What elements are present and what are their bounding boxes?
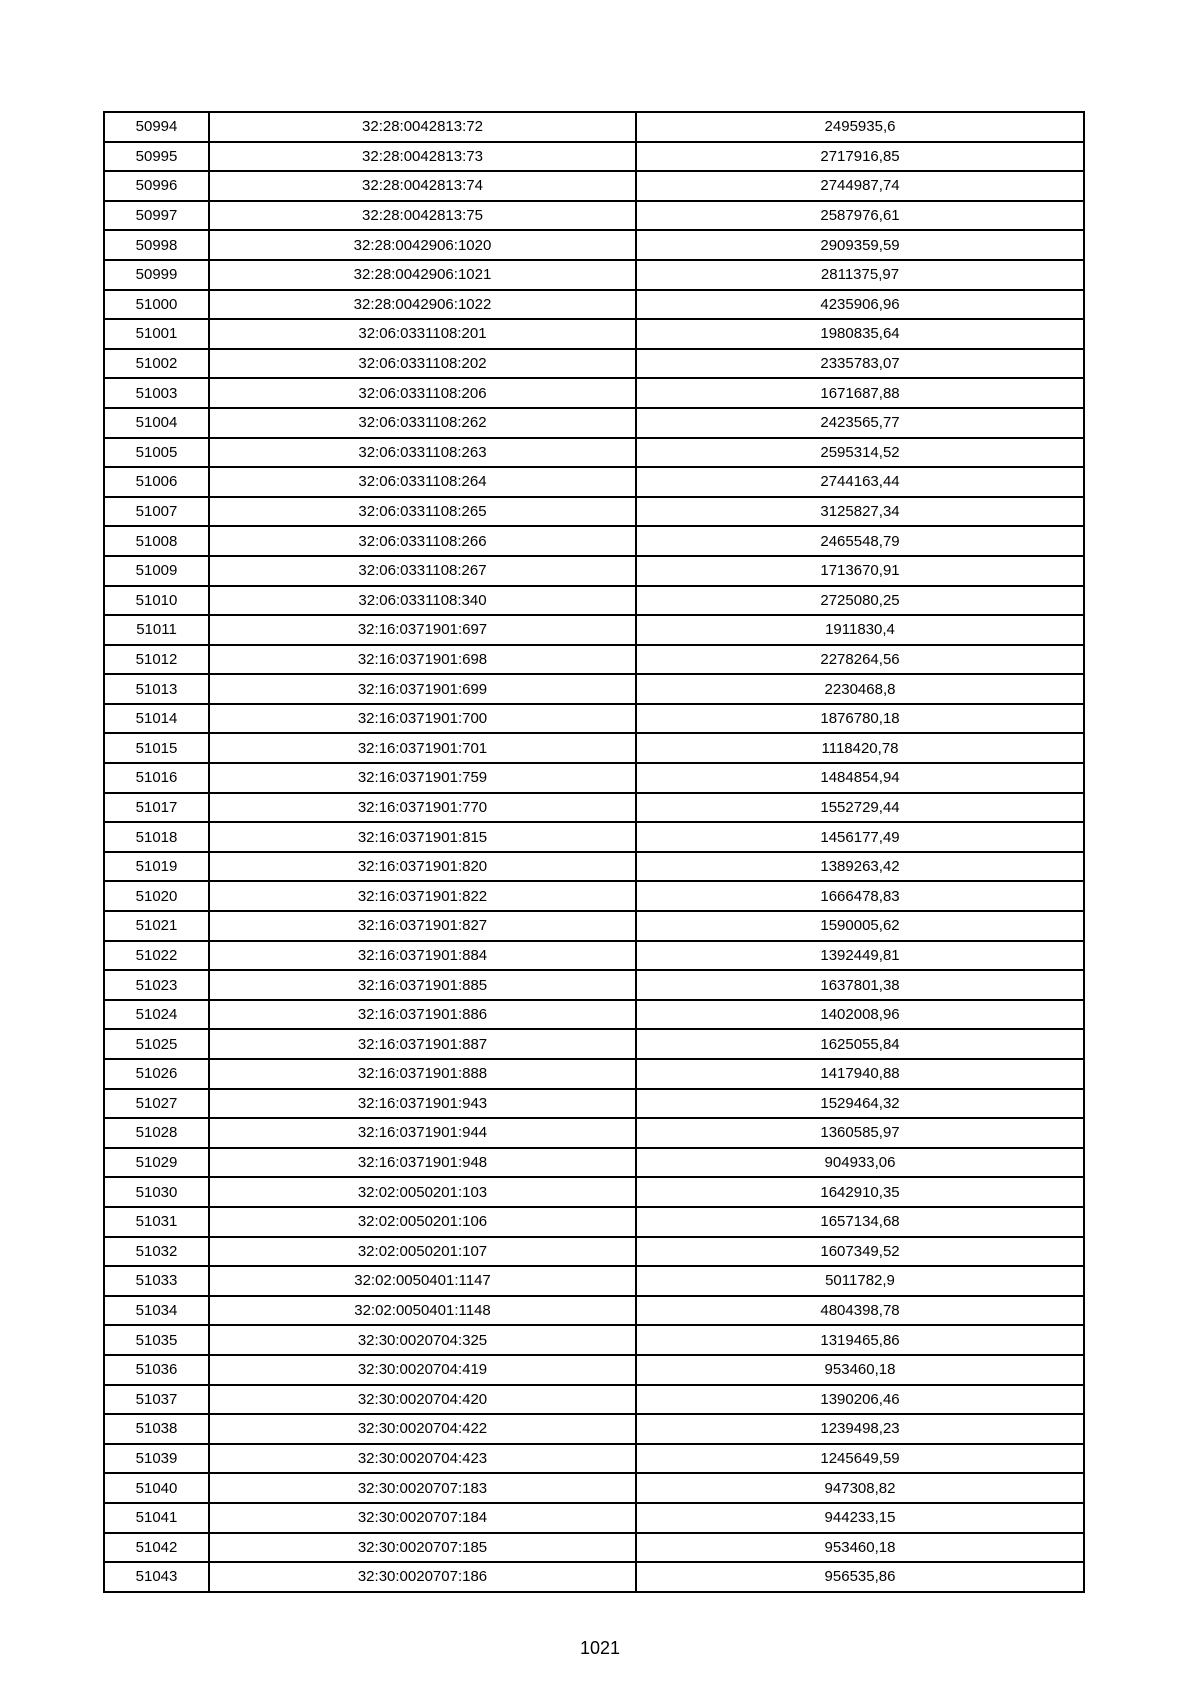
table-row	[104, 1118, 1084, 1148]
value-cell: 953460,18	[636, 1355, 1084, 1385]
cadastral-number-cell: 32:06:0331108:264	[209, 467, 636, 497]
cadastral-number-cell: 32:16:0371901:943	[209, 1089, 636, 1119]
cadastral-number-cell: 32:06:0331108:267	[209, 556, 636, 586]
value-cell: 3125827,34	[636, 497, 1084, 527]
cadastral-number-cell: 32:30:0020704:422	[209, 1414, 636, 1444]
row-number-cell: 51016	[104, 763, 209, 793]
value-cell: 2587976,61	[636, 201, 1084, 231]
value-cell: 1390206,46	[636, 1385, 1084, 1415]
row-number-cell: 51020	[104, 881, 209, 911]
table-row	[104, 1355, 1084, 1385]
row-number-cell: 50997	[104, 201, 209, 231]
value-cell: 4235906,96	[636, 290, 1084, 320]
cadastral-number-cell: 32:16:0371901:697	[209, 615, 636, 645]
value-cell: 2725080,25	[636, 586, 1084, 616]
cadastral-number-cell: 32:06:0331108:262	[209, 408, 636, 438]
value-cell: 2717916,85	[636, 142, 1084, 172]
value-cell: 2744163,44	[636, 467, 1084, 497]
value-cell: 1389263,42	[636, 852, 1084, 882]
row-number-cell: 51041	[104, 1503, 209, 1533]
value-cell: 2335783,07	[636, 349, 1084, 379]
value-cell: 1625055,84	[636, 1029, 1084, 1059]
row-number-cell: 51025	[104, 1029, 209, 1059]
value-cell: 1360585,97	[636, 1118, 1084, 1148]
value-cell: 2230468,8	[636, 674, 1084, 704]
value-cell: 1402008,96	[636, 1000, 1084, 1030]
value-cell: 1239498,23	[636, 1414, 1084, 1444]
row-number-cell: 51002	[104, 349, 209, 379]
value-cell: 2278264,56	[636, 645, 1084, 675]
value-cell: 1876780,18	[636, 704, 1084, 734]
table-row	[104, 1089, 1084, 1119]
value-cell: 1552729,44	[636, 793, 1084, 823]
table-row	[104, 793, 1084, 823]
value-cell: 953460,18	[636, 1533, 1084, 1563]
table-body	[104, 112, 1084, 1592]
cadastral-number-cell: 32:30:0020707:183	[209, 1473, 636, 1503]
cadastral-number-cell: 32:16:0371901:888	[209, 1059, 636, 1089]
table-row	[104, 852, 1084, 882]
cadastral-number-cell: 32:02:0050401:1148	[209, 1296, 636, 1326]
value-cell: 1392449,81	[636, 941, 1084, 971]
cadastral-number-cell: 32:16:0371901:701	[209, 733, 636, 763]
cadastral-number-cell: 32:02:0050401:1147	[209, 1266, 636, 1296]
row-number-cell: 51027	[104, 1089, 209, 1119]
cadastral-number-cell: 32:28:0042813:74	[209, 171, 636, 201]
value-cell: 947308,82	[636, 1473, 1084, 1503]
table-row	[104, 1444, 1084, 1474]
cadastral-number-cell: 32:16:0371901:820	[209, 852, 636, 882]
table-row	[104, 733, 1084, 763]
cadastral-number-cell: 32:16:0371901:886	[209, 1000, 636, 1030]
table-row	[104, 881, 1084, 911]
value-cell: 1637801,38	[636, 970, 1084, 1000]
row-number-cell: 51013	[104, 674, 209, 704]
table-row	[104, 822, 1084, 852]
row-number-cell: 51022	[104, 941, 209, 971]
row-number-cell: 50996	[104, 171, 209, 201]
row-number-cell: 50994	[104, 112, 209, 142]
value-cell: 2909359,59	[636, 230, 1084, 260]
value-cell: 1417940,88	[636, 1059, 1084, 1089]
table-row	[104, 319, 1084, 349]
table-row	[104, 1237, 1084, 1267]
row-number-cell: 51014	[104, 704, 209, 734]
value-cell: 2595314,52	[636, 438, 1084, 468]
value-cell: 1118420,78	[636, 733, 1084, 763]
table-row	[104, 704, 1084, 734]
row-number-cell: 51043	[104, 1562, 209, 1592]
table-row	[104, 497, 1084, 527]
row-number-cell: 51021	[104, 911, 209, 941]
row-number-cell: 51042	[104, 1533, 209, 1563]
cadastral-number-cell: 32:28:0042906:1022	[209, 290, 636, 320]
table-row	[104, 260, 1084, 290]
cadastral-number-cell: 32:28:0042813:73	[209, 142, 636, 172]
cadastral-number-cell: 32:30:0020704:420	[209, 1385, 636, 1415]
table-row	[104, 201, 1084, 231]
table-row	[104, 408, 1084, 438]
row-number-cell: 51037	[104, 1385, 209, 1415]
row-number-cell: 50998	[104, 230, 209, 260]
value-cell: 944233,15	[636, 1503, 1084, 1533]
row-number-cell: 51018	[104, 822, 209, 852]
table-row	[104, 970, 1084, 1000]
table-row	[104, 1296, 1084, 1326]
cadastral-number-cell: 32:06:0331108:206	[209, 378, 636, 408]
table-row	[104, 467, 1084, 497]
table-row	[104, 1325, 1084, 1355]
table-row	[104, 1207, 1084, 1237]
row-number-cell: 51036	[104, 1355, 209, 1385]
cadastral-number-cell: 32:16:0371901:815	[209, 822, 636, 852]
row-number-cell: 51008	[104, 526, 209, 556]
row-number-cell: 51009	[104, 556, 209, 586]
value-cell: 1590005,62	[636, 911, 1084, 941]
page-number: 1021	[579, 1638, 621, 1658]
table-row	[104, 1177, 1084, 1207]
table-row	[104, 615, 1084, 645]
value-cell: 1911830,4	[636, 615, 1084, 645]
cadastral-number-cell: 32:16:0371901:887	[209, 1029, 636, 1059]
cadastral-number-cell: 32:30:0020707:186	[209, 1562, 636, 1592]
value-cell: 5011782,9	[636, 1266, 1084, 1296]
table-row	[104, 763, 1084, 793]
value-cell: 1456177,49	[636, 822, 1084, 852]
value-cell: 1666478,83	[636, 881, 1084, 911]
table-row	[104, 586, 1084, 616]
row-number-cell: 51005	[104, 438, 209, 468]
row-number-cell: 51006	[104, 467, 209, 497]
table-row	[104, 674, 1084, 704]
cadastral-number-cell: 32:02:0050201:103	[209, 1177, 636, 1207]
row-number-cell: 51001	[104, 319, 209, 349]
cadastral-number-cell: 32:30:0020704:419	[209, 1355, 636, 1385]
row-number-cell: 51026	[104, 1059, 209, 1089]
row-number-cell: 51034	[104, 1296, 209, 1326]
table-row	[104, 230, 1084, 260]
value-cell: 1607349,52	[636, 1237, 1084, 1267]
table-row	[104, 1266, 1084, 1296]
value-cell: 2811375,97	[636, 260, 1084, 290]
table-row	[104, 438, 1084, 468]
table-row	[104, 1059, 1084, 1089]
value-cell: 1657134,68	[636, 1207, 1084, 1237]
row-number-cell: 50995	[104, 142, 209, 172]
cadastral-number-cell: 32:16:0371901:827	[209, 911, 636, 941]
row-number-cell: 51000	[104, 290, 209, 320]
value-cell: 4804398,78	[636, 1296, 1084, 1326]
table-row	[104, 911, 1084, 941]
row-number-cell: 51011	[104, 615, 209, 645]
value-cell: 1671687,88	[636, 378, 1084, 408]
row-number-cell: 51030	[104, 1177, 209, 1207]
table-row	[104, 349, 1084, 379]
value-cell: 2495935,6	[636, 112, 1084, 142]
table-row	[104, 1473, 1084, 1503]
row-number-cell: 51007	[104, 497, 209, 527]
row-number-cell: 51010	[104, 586, 209, 616]
value-cell: 1484854,94	[636, 763, 1084, 793]
value-cell: 2744987,74	[636, 171, 1084, 201]
table-row	[104, 142, 1084, 172]
cadastral-number-cell: 32:16:0371901:885	[209, 970, 636, 1000]
value-cell: 2465548,79	[636, 526, 1084, 556]
cadastral-number-cell: 32:30:0020704:325	[209, 1325, 636, 1355]
row-number-cell: 51023	[104, 970, 209, 1000]
row-number-cell: 51038	[104, 1414, 209, 1444]
data-table	[103, 111, 1085, 1593]
row-number-cell: 51024	[104, 1000, 209, 1030]
cadastral-number-cell: 32:16:0371901:759	[209, 763, 636, 793]
table-row	[104, 645, 1084, 675]
cadastral-number-cell: 32:16:0371901:698	[209, 645, 636, 675]
table-row	[104, 290, 1084, 320]
value-cell: 1642910,35	[636, 1177, 1084, 1207]
value-cell: 1529464,32	[636, 1089, 1084, 1119]
value-cell: 1319465,86	[636, 1325, 1084, 1355]
cadastral-number-cell: 32:02:0050201:107	[209, 1237, 636, 1267]
row-number-cell: 51003	[104, 378, 209, 408]
row-number-cell: 51015	[104, 733, 209, 763]
table-row	[104, 1503, 1084, 1533]
cadastral-number-cell: 32:30:0020704:423	[209, 1444, 636, 1474]
cadastral-number-cell: 32:06:0331108:201	[209, 319, 636, 349]
value-cell: 1980835,64	[636, 319, 1084, 349]
cadastral-number-cell: 32:06:0331108:263	[209, 438, 636, 468]
table-row	[104, 1414, 1084, 1444]
row-number-cell: 51033	[104, 1266, 209, 1296]
table-row	[104, 1029, 1084, 1059]
cadastral-number-cell: 32:16:0371901:770	[209, 793, 636, 823]
cadastral-number-cell: 32:06:0331108:266	[209, 526, 636, 556]
row-number-cell: 51004	[104, 408, 209, 438]
cadastral-number-cell: 32:16:0371901:944	[209, 1118, 636, 1148]
row-number-cell: 51032	[104, 1237, 209, 1267]
cadastral-number-cell: 32:30:0020707:185	[209, 1533, 636, 1563]
row-number-cell: 51019	[104, 852, 209, 882]
table-row	[104, 171, 1084, 201]
row-number-cell: 51028	[104, 1118, 209, 1148]
cadastral-number-cell: 32:06:0331108:202	[209, 349, 636, 379]
table-row	[104, 112, 1084, 142]
cadastral-number-cell: 32:16:0371901:884	[209, 941, 636, 971]
value-cell: 956535,86	[636, 1562, 1084, 1592]
cadastral-number-cell: 32:16:0371901:700	[209, 704, 636, 734]
table-row	[104, 1562, 1084, 1592]
table-row	[104, 941, 1084, 971]
table-row	[104, 556, 1084, 586]
table-row	[104, 1000, 1084, 1030]
cadastral-number-cell: 32:30:0020707:184	[209, 1503, 636, 1533]
table-row	[104, 1385, 1084, 1415]
cadastral-number-cell: 32:16:0371901:822	[209, 881, 636, 911]
row-number-cell: 51017	[104, 793, 209, 823]
cadastral-number-cell: 32:06:0331108:265	[209, 497, 636, 527]
value-cell: 1245649,59	[636, 1444, 1084, 1474]
table-row	[104, 526, 1084, 556]
table-row	[104, 1533, 1084, 1563]
cadastral-number-cell: 32:28:0042906:1021	[209, 260, 636, 290]
cadastral-number-cell: 32:28:0042813:75	[209, 201, 636, 231]
cadastral-number-cell: 32:28:0042813:72	[209, 112, 636, 142]
table-row	[104, 378, 1084, 408]
cadastral-number-cell: 32:02:0050201:106	[209, 1207, 636, 1237]
cadastral-number-cell: 32:28:0042906:1020	[209, 230, 636, 260]
row-number-cell: 51012	[104, 645, 209, 675]
table-row	[104, 1148, 1084, 1178]
cadastral-number-cell: 32:16:0371901:948	[209, 1148, 636, 1178]
value-cell: 2423565,77	[636, 408, 1084, 438]
value-cell: 904933,06	[636, 1148, 1084, 1178]
row-number-cell: 51040	[104, 1473, 209, 1503]
cadastral-number-cell: 32:16:0371901:699	[209, 674, 636, 704]
value-cell: 1713670,91	[636, 556, 1084, 586]
cadastral-number-cell: 32:06:0331108:340	[209, 586, 636, 616]
row-number-cell: 51035	[104, 1325, 209, 1355]
row-number-cell: 50999	[104, 260, 209, 290]
row-number-cell: 51031	[104, 1207, 209, 1237]
row-number-cell: 51029	[104, 1148, 209, 1178]
row-number-cell: 51039	[104, 1444, 209, 1474]
